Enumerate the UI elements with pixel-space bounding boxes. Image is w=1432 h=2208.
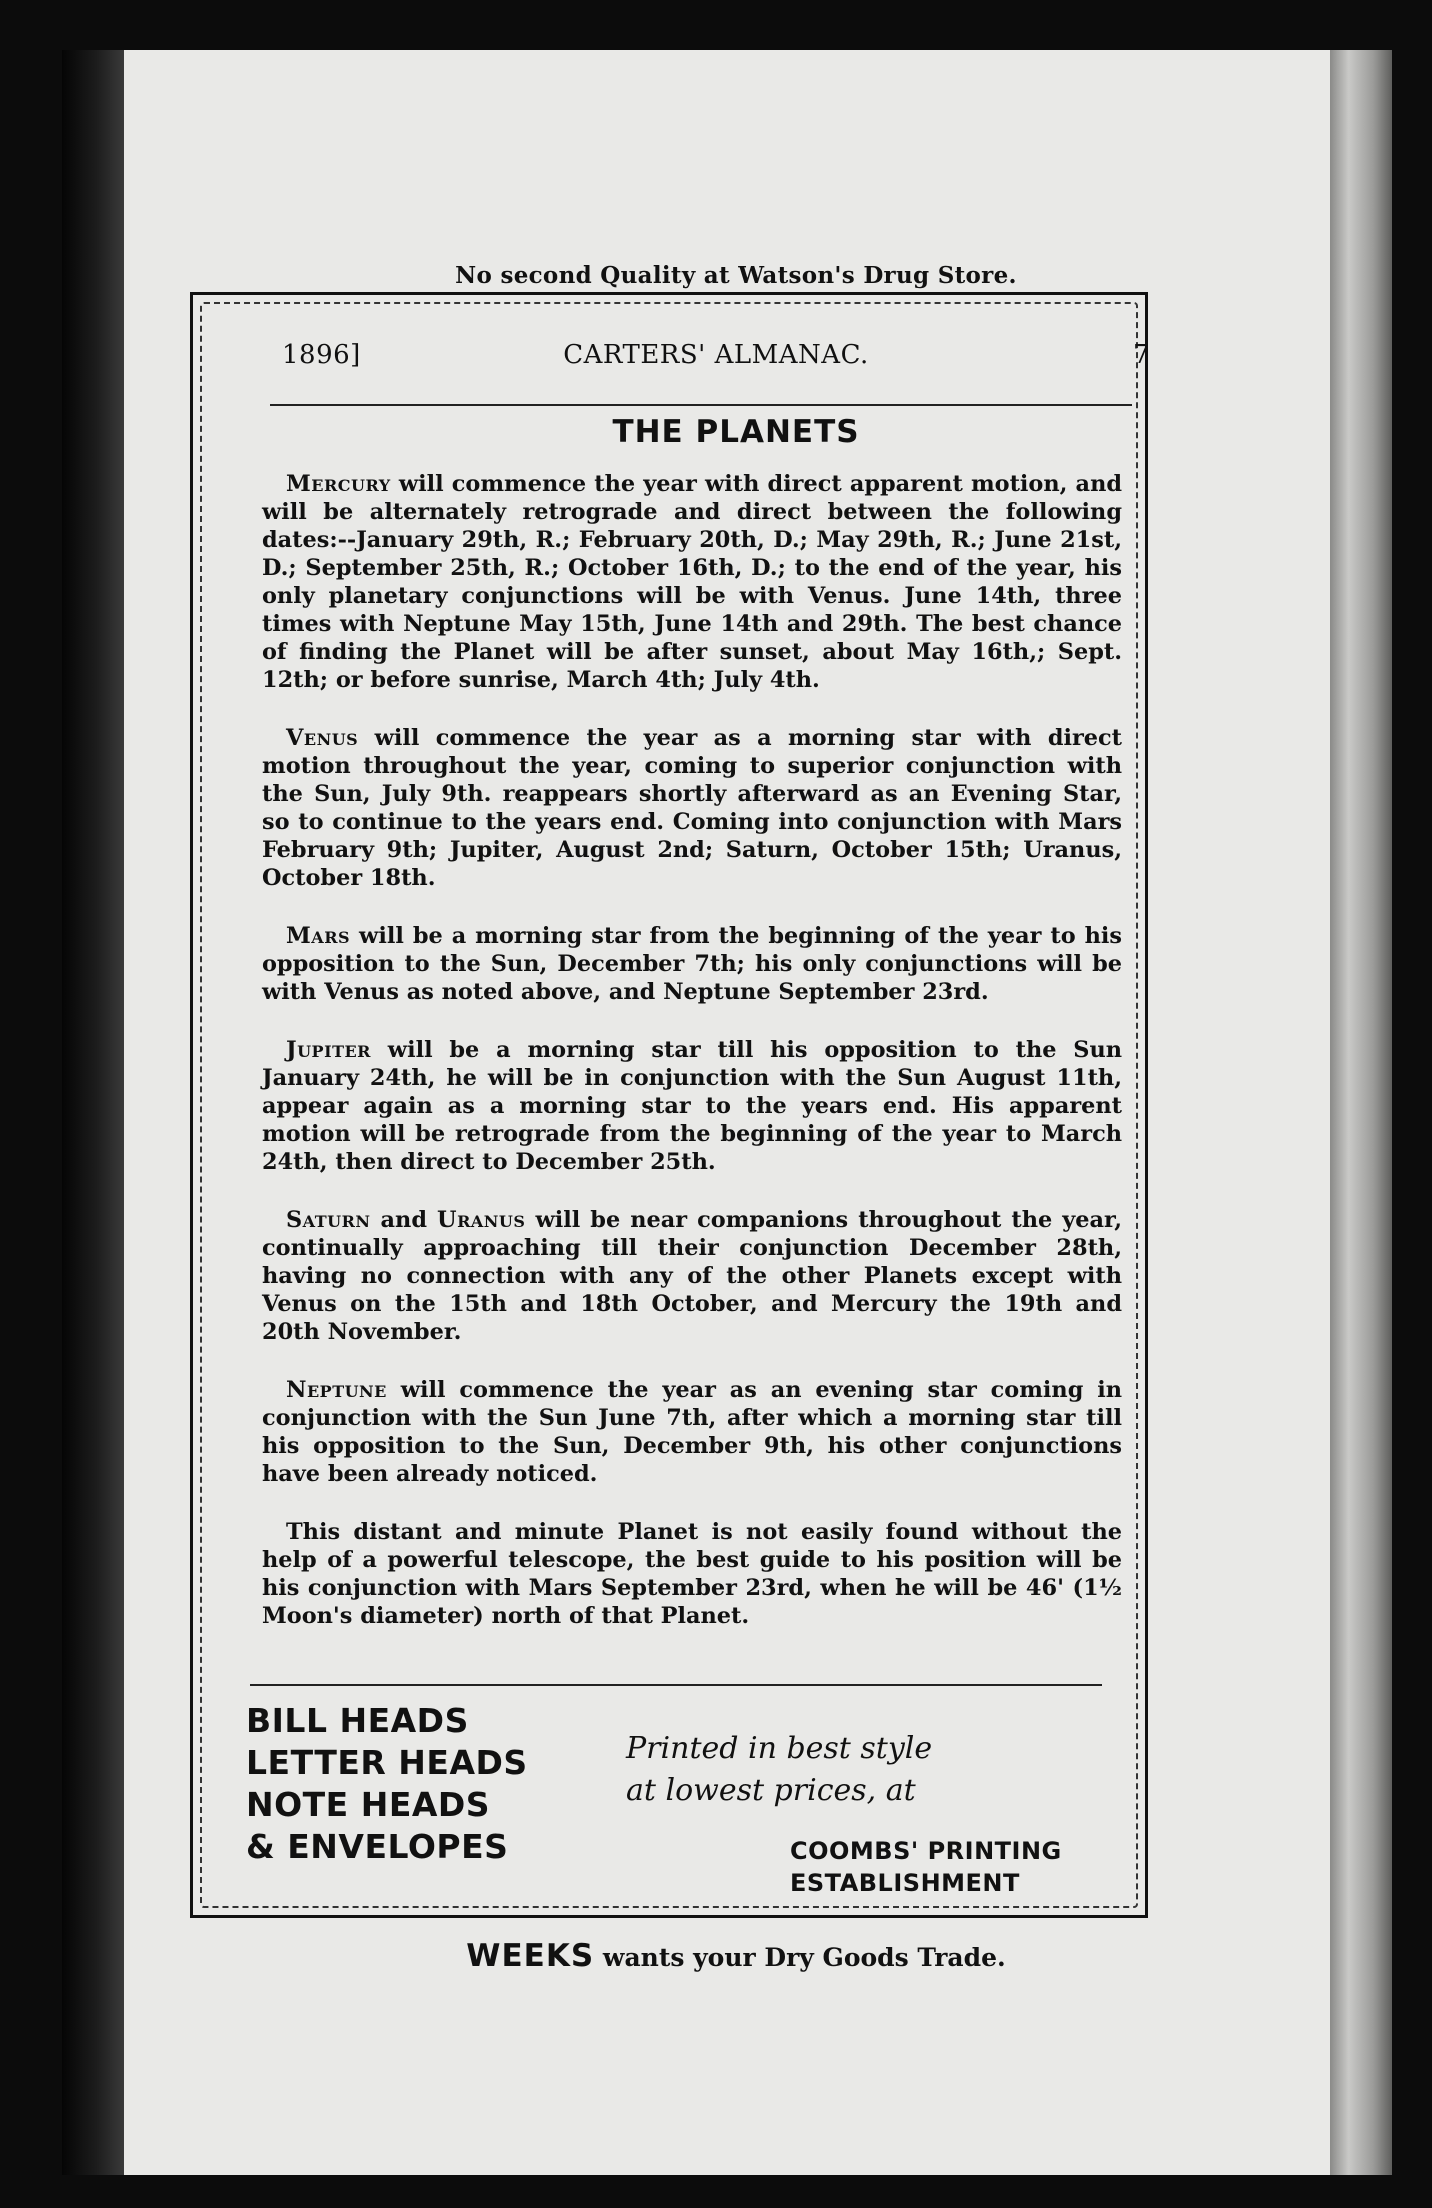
planet-name: Mars bbox=[286, 923, 351, 949]
paragraph-text: will commence the year as an evening star coming in conjunction with the Sun June 7th, after which a morning star till his opposition to the Sun, December 9th, his other conjunctions have been already noticed. bbox=[262, 1377, 1123, 1487]
paragraph-text: will be a morning star from the beginning of the year to his opposition to the Sun, December 7th; his only conjunctions will be with Venus as noted above, and Neptune September 23rd. bbox=[262, 923, 1122, 1005]
conjunction-word: and bbox=[380, 1207, 427, 1233]
paragraph-text: will commence the year as a morning star with direct motion throughout the year, coming to superior conjunction with the Sun, July 9th. reappears shortly afterward as an Evening Star, so to continue to the years end. Coming into conjunction with Mars February 9th; Jupiter, August 2nd; Saturn, October 15th; Uranus, October 18th. bbox=[262, 725, 1122, 891]
service-line: NOTE HEADS bbox=[246, 1785, 491, 1824]
binding-shadow bbox=[62, 50, 124, 2175]
service-line: & ENVELOPES bbox=[246, 1827, 509, 1866]
printer-name bbox=[790, 1835, 1062, 1899]
running-head-year: 1896] bbox=[282, 340, 361, 370]
page-edge bbox=[1330, 50, 1392, 2175]
planet-name: Saturn bbox=[286, 1207, 371, 1233]
service-line: BILL HEADS bbox=[246, 1701, 469, 1740]
printer-line: COOMBS' PRINTING bbox=[790, 1837, 1062, 1865]
paragraph-text: This distant and minute Planet is not easily found without the help of a powerful telescope, the best guide to his position will be his conjunction with Mars September 23rd, when he will be 46' (1½ Moon's diameter) north of that Planet. bbox=[262, 1519, 1122, 1629]
top-advert-banner: No second Quality at Watson's Drug Store. bbox=[455, 262, 1017, 289]
paragraph-text: will commence the year with direct apparent motion, and will be alternately retrograde and direct between the following dates:--January 29th, R.; February 20th, D.; May 29th, R.; June 21st, D.; September 25th, R.; October 16th, D.; to the end of the year, his only planetary conjunctions will be with Venus. June 14th, three times with Neptune May 15th, June 14th and 29th. The best chance of finding the Planet will be after sunset, about May 16th,; Sept. 12th; or before sunrise, March 4th; July 4th. bbox=[262, 471, 1123, 693]
header-rule bbox=[270, 404, 1132, 406]
planet-name: Venus bbox=[286, 725, 359, 751]
paragraph-jupiter bbox=[262, 1036, 1122, 1176]
section-title: THE PLANETS bbox=[612, 414, 860, 450]
paragraph-mars bbox=[262, 922, 1122, 1006]
script-line: at lowest prices, at bbox=[626, 1773, 916, 1808]
planet-name: Mercury bbox=[286, 471, 391, 497]
paragraph-mercury bbox=[262, 470, 1122, 694]
printer-line: ESTABLISHMENT bbox=[790, 1869, 1020, 1897]
printing-services-list bbox=[246, 1700, 528, 1868]
service-line: LETTER HEADS bbox=[246, 1743, 528, 1782]
paragraph-neptune bbox=[262, 1376, 1122, 1488]
script-line: Printed in best style bbox=[626, 1731, 933, 1766]
advert-rule bbox=[250, 1684, 1102, 1686]
paragraph-venus bbox=[262, 724, 1122, 892]
paragraph-text: will be a morning star till his opposition to the Sun January 24th, he will be in conjunction with the Sun August 11th, appear again as a morning star to the years end. His apparent motion will be retrograde from the beginning of the year to March 24th, then direct to December 25th. bbox=[262, 1037, 1123, 1175]
paragraph-neptune-note bbox=[262, 1518, 1122, 1630]
planet-name-2: Uranus bbox=[437, 1207, 526, 1233]
page-number: 7 bbox=[1132, 340, 1150, 370]
advert-script-text bbox=[626, 1728, 932, 1812]
paragraph-text: will be near companions throughout the year, continually approaching till their conjunction December 28th, having no connection with any of the other Planets except with Venus on the 15th and 18th October, and Mercury the 19th and 20th November. bbox=[262, 1207, 1122, 1345]
article-body bbox=[262, 470, 1122, 1660]
paragraph-saturn-uranus bbox=[262, 1206, 1122, 1346]
running-head-title: CARTERS' ALMANAC. bbox=[563, 340, 869, 370]
bottom-advert-text: wants your Dry Goods Trade. bbox=[602, 1943, 1006, 1972]
planet-name: Jupiter bbox=[286, 1037, 371, 1063]
bottom-advert-banner bbox=[0, 1938, 1432, 1974]
bottom-advert-brand: WEEKS bbox=[466, 1938, 595, 1974]
planet-name: Neptune bbox=[286, 1377, 387, 1403]
